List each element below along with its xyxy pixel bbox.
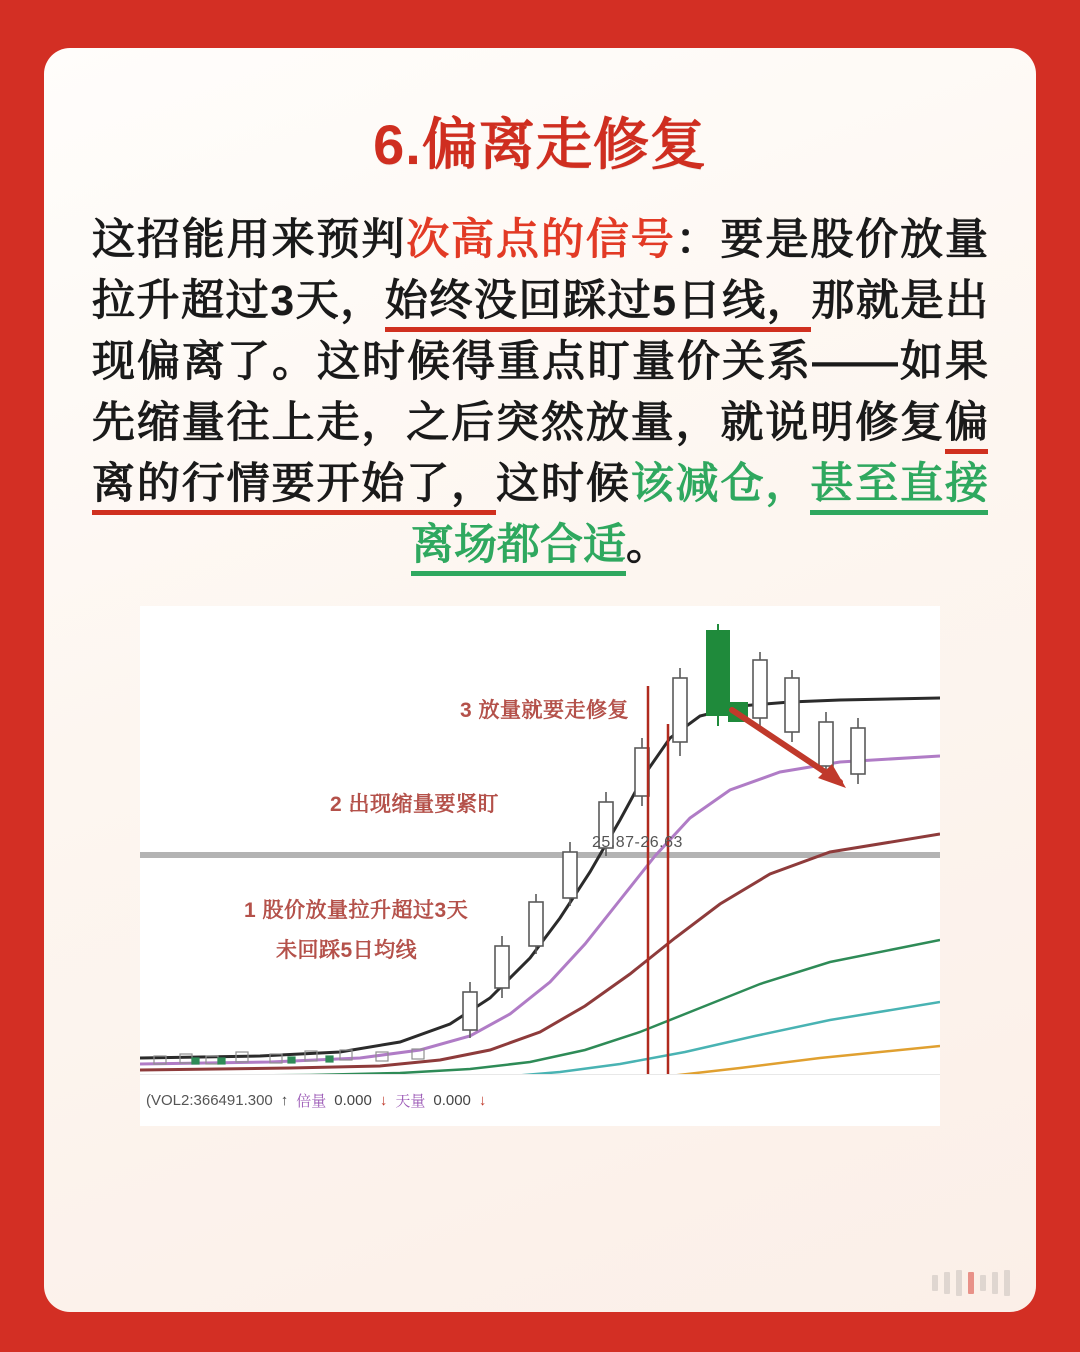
page-title: 6.偏离走修复 xyxy=(373,113,707,176)
text-seg-8-green: 该减仓， xyxy=(630,459,811,508)
chart-annotation-3: 3 放量就要走修复 xyxy=(460,698,630,722)
chart-annotation-2: 2 出现缩量要紧盯 xyxy=(330,792,500,816)
watermark-bar-icon xyxy=(932,1275,938,1291)
watermark-logo xyxy=(932,1270,1010,1296)
text-seg-9-green-underline: 甚至直接离场都合适 xyxy=(411,460,988,576)
text-seg-3: ：要是股价放量拉升超过3天， xyxy=(92,215,989,325)
text-seg-5: 那就是出现偏离了。这时候得重点盯量价关系——如果先缩量往上走，之后突然放量，就说明修复 xyxy=(92,276,989,447)
chart-annotation-1: 1 股价放量拉升超过3天 xyxy=(244,898,469,922)
text-seg-1: 这招能用来预判 xyxy=(92,215,407,264)
watermark-bar-icon xyxy=(1004,1270,1010,1296)
content-card xyxy=(44,48,1036,1312)
chart-indicator-bar xyxy=(140,1074,940,1126)
watermark-bar-icon xyxy=(956,1270,962,1296)
stock-chart xyxy=(140,606,940,1126)
price-range-label: 25.87-26.63 xyxy=(592,833,683,851)
indicator1-label: 倍量 xyxy=(296,1092,327,1110)
indicator2-value: 0.000 xyxy=(433,1091,471,1109)
volume-value: (VOL2:366491.300 xyxy=(146,1091,273,1109)
watermark-bar-icon xyxy=(968,1272,974,1294)
text-seg-10: 。 xyxy=(626,520,669,569)
indicator1-value: 0.000 xyxy=(334,1091,372,1109)
indicator1-arrow-icon: ↓ xyxy=(379,1091,388,1109)
body-paragraph xyxy=(84,210,996,576)
text-seg-7: 这时候 xyxy=(496,459,631,508)
watermark-bar-icon xyxy=(992,1272,998,1294)
text-seg-2-highlight: 次高点的信号 xyxy=(406,215,676,264)
volume-arrow-icon: ↑ xyxy=(280,1091,289,1109)
text-seg-6-underline: 偏离的行情要开始了， xyxy=(92,399,988,515)
chart-annotation-1b: 未回踩5日均线 xyxy=(276,938,418,962)
watermark-bar-icon xyxy=(980,1275,986,1291)
indicator2-arrow-icon: ↓ xyxy=(478,1091,487,1109)
text-seg-4-underline: 始终没回踩过5日线， xyxy=(385,277,812,332)
chart-canvas xyxy=(140,606,940,1126)
indicator2-label: 天量 xyxy=(395,1092,426,1110)
watermark-bar-icon xyxy=(944,1272,950,1294)
